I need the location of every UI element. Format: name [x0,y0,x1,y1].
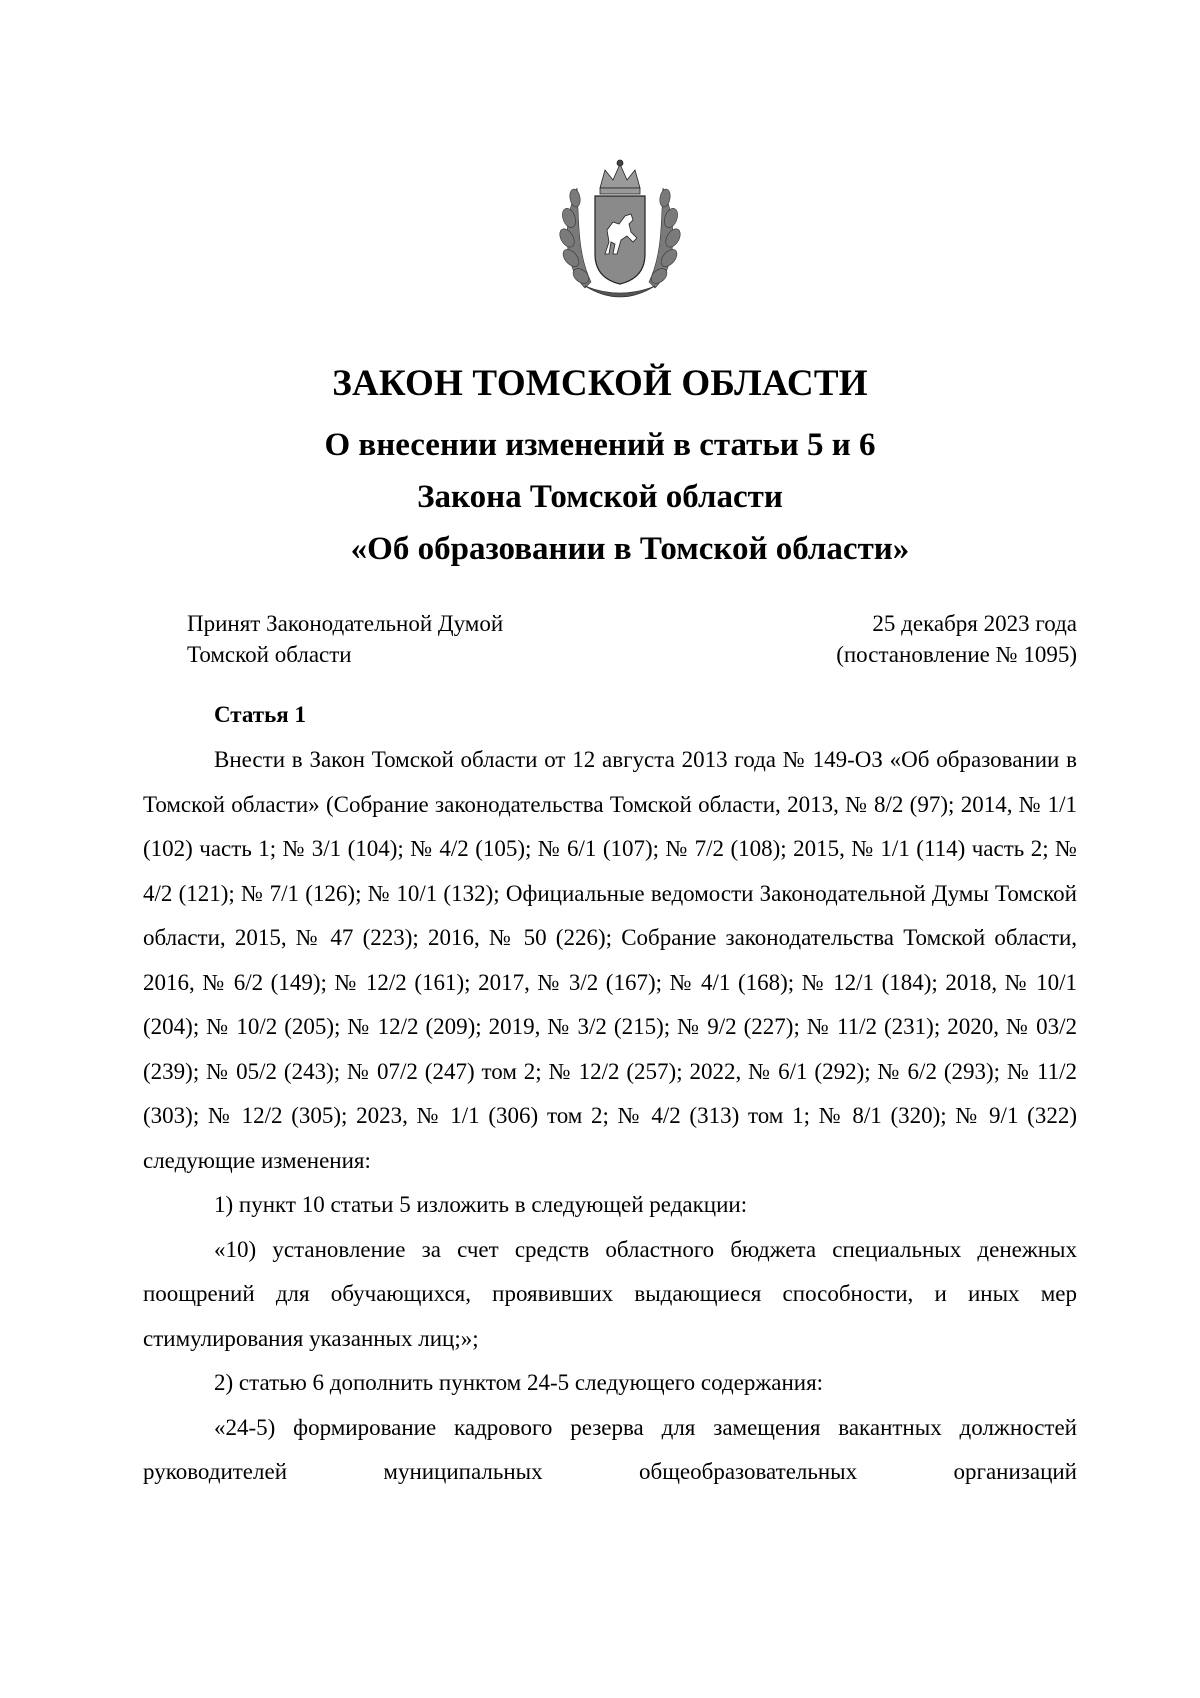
law-subtitle-line-3: «Об образовании в Томской области» [350,531,910,567]
article-heading: Статья 1 [214,702,306,727]
law-subtitle-line-2: Закона Томской области [417,479,783,515]
adoption-body [187,608,503,670]
article-item-1-text: «10) установление за счет средств областного бюджета специальных денежных поощрений для обучающихся, проявивших выдающиеся способности, и иных мер стимулирования указанных лиц;»; [143,1236,1077,1351]
article-intro-paragraph: Внести в Закон Томской области от 12 августа 2013 года № 149-ОЗ «Об образовании в Томской области» (Собрание законодательства Томской области, 2013, № 8/2 (97); 2014, № 1/1 (102) часть 1; № 3/1 (104); № 4/2 (105); № 6/1 (107); № 7/2 (108); 2015, № 1/1 (114) часть 2; № 4/2 (121); № 7/1 (126); № 10/1 (132); Официальные ведомости Законодательной Думы Томской области, 2015, № 47 (223); 2016, № 50 (226); Собрание законодательства Томской области, 2016, № 6/2 (149); № 12/2 (161); 2017, № 3/2 (167); № 4/1 (168); № 12/1 (184); 2018, № 10/1 (204); № 10/2 (205); № 12/2 (209); 2019, № 3/2 (215); № 9/2 (227); № 11/2 (231); 2020, № 03/2 (239); № 05/2 (243); № 07/2 (247) том 2; № 12/2 (257); 2022, № 6/1 (292); № 6/2 (293); № 11/2 (303); № 12/2 (305); 2023, № 1/1 (306) том 2; № 4/2 (313) том 1; № 8/1 (320); № 9/1 (322) следующие изменения: [143,747,1077,1173]
adoption-resolution-line: (постановление № 1095) [836,642,1077,667]
article-item-1: 1) пункт 10 статьи 5 изложить в следующей редакции: [214,1192,748,1217]
law-title: ЗАКОН ТОМСКОЙ ОБЛАСТИ [332,363,868,404]
adoption-body-line-2: Томской области [187,642,352,667]
article-item-2-text: «24-5) формирование кадрового резерва для замещения вакантных должностей руководителей муниципальных общеобразовательных организаций [143,1414,1077,1484]
adoption-date-line: 25 декабря 2023 года [872,611,1077,636]
coat-of-arms-icon [555,158,685,308]
article-body [143,738,1077,1495]
article-item-2: 2) статью 6 дополнить пунктом 24-5 следующего содержания: [214,1370,824,1395]
adoption-body-line-1: Принят Законодательной Думой [187,611,504,636]
adoption-date [800,608,1077,670]
coat-of-arms-graphic [555,158,685,308]
law-subtitle-line-1: О внесении изменений в статьи 5 и 6 [324,427,876,463]
